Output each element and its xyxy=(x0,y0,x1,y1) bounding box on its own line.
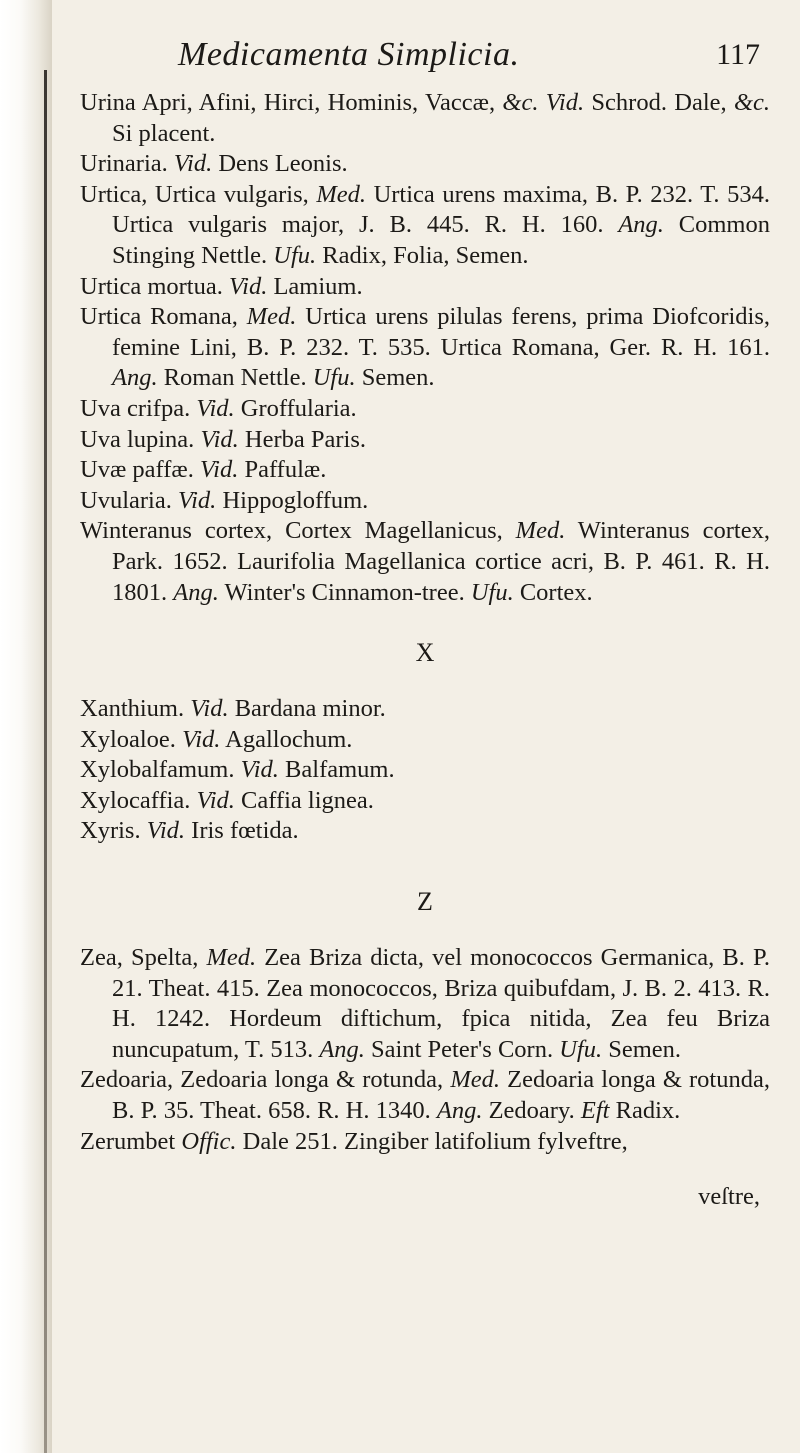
entry: Urtica mortua. Vid. Lamium. xyxy=(80,272,363,300)
entries-section-u-w xyxy=(80,88,770,608)
entry: Zerumbet Offic. Dale 251. Zingiber latifolium fylveftre, xyxy=(80,1127,628,1155)
entry: Xyloaloe. Vid. Agallochum. xyxy=(80,725,353,753)
entry: Xylobalfamum. Vid. Balfamum. xyxy=(80,756,395,784)
entry: Winteranus cortex, Cortex Magellanicus, Med. Winteranus cortex, Park. 1652. Laurifolia Magellanica cortice acri, B. P. 461. R. H. 1801. Ang. Winter's Cinnamon-tree. Ufu. Cortex. xyxy=(80,517,770,606)
entry: Uva crifpa. Vid. Groffularia. xyxy=(80,394,357,422)
entry: Xyris. Vid. Iris fœtida. xyxy=(80,817,299,845)
section-heading-z: Z xyxy=(417,887,433,917)
entry: Xanthium. Vid. Bardana minor. xyxy=(80,695,386,723)
section-heading-x: X xyxy=(415,638,435,668)
running-head xyxy=(80,28,770,88)
entry: Urinaria. Vid. Dens Leonis. xyxy=(80,150,348,178)
binding-edge xyxy=(44,70,47,1453)
page-title: Medicamenta Simplicia. xyxy=(178,36,520,73)
entry: Urina Apri, Afini, Hirci, Hominis, Vaccæ, &c. Vid. Schrod. Dale, &c. Si placent. xyxy=(80,89,770,147)
entry: Uva lupina. Vid. Herba Paris. xyxy=(80,425,367,453)
entry: Uvæ paffæ. Vid. Paffulæ. xyxy=(80,456,327,484)
entry: Urtica, Urtica vulgaris, Med. Urtica urens maxima, B. P. 232. T. 534. Urtica vulgaris major, J. B. 445. R. H. 160. Ang. Common Stinging Nettle. Ufu. Radix, Folia, Semen. xyxy=(80,180,770,269)
book-page xyxy=(80,28,770,1237)
catchword: veſtre, xyxy=(698,1182,760,1210)
entry: Urtica Romana, Med. Urtica urens pilulas ferens, prima Diofcoridis, femine Lini, B. P. 232. T. 535. Urtica Romana, Ger. R. H. 161. Ang. Roman Nettle. Ufu. Semen. xyxy=(80,303,770,392)
entry: Zea, Spelta, Med. Zea Briza dicta, vel monococcos Germanica, B. P. 21. Theat. 415. Zea monococcos, Briza quibufdam, J. B. 2. 413. R. H. 1242. Hordeum diftichum, fpica nitida, Zea feu Briza nuncupatum, T. 513. Ang. Saint Peter's Corn. Ufu. Semen. xyxy=(80,944,771,1063)
entries-section-x xyxy=(80,694,770,847)
entry: Xylocaffia. Vid. Caffia lignea. xyxy=(80,786,374,814)
page-number: 117 xyxy=(716,38,760,71)
entry: Zedoaria, Zedoaria longa & rotunda, Med. Zedoaria longa & rotunda, B. P. 35. Theat. 658. R. H. 1340. Ang. Zedoary. Eft Radix. xyxy=(80,1066,770,1125)
entry: Uvularia. Vid. Hippogloffum. xyxy=(80,486,369,514)
entries-section-z xyxy=(80,943,770,1212)
